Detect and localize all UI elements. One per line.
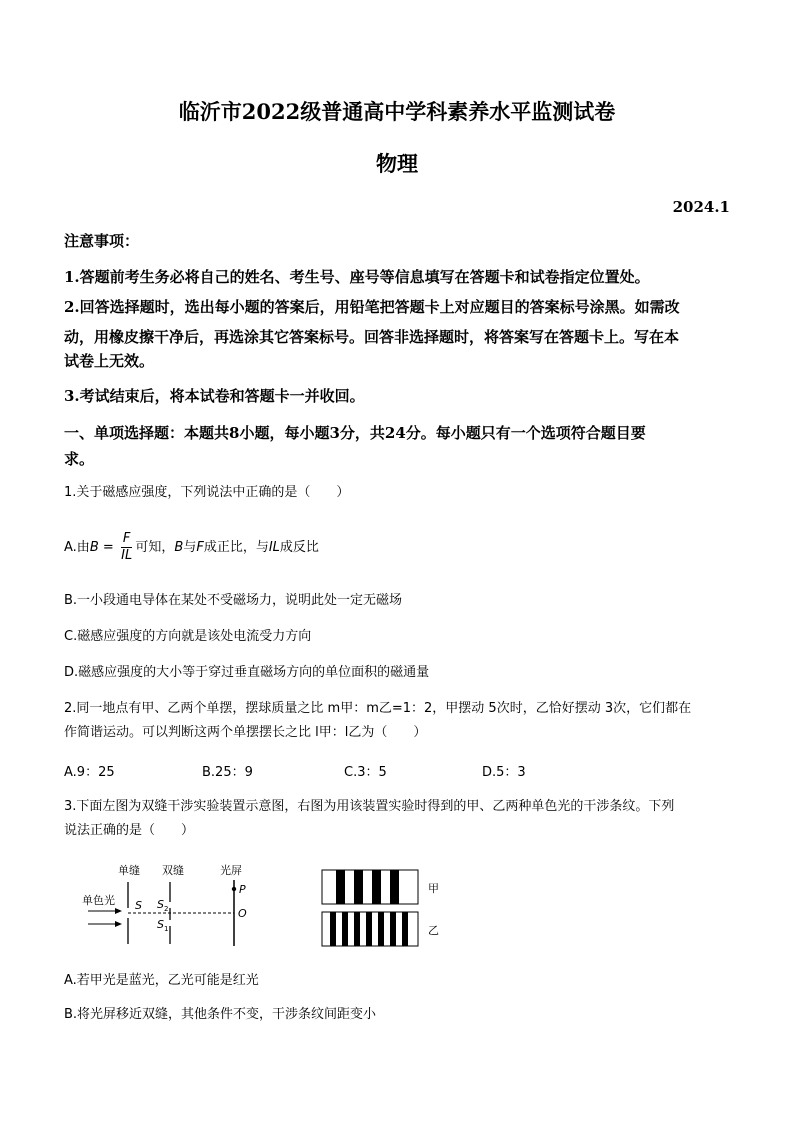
label-o: O (238, 907, 247, 920)
arrow-head-icon (115, 921, 122, 927)
q3-option-a: A.若甲光是蓝光，乙光可能是红光 (64, 973, 259, 988)
label-s2-sub: 2 (164, 905, 169, 913)
fringe-pattern-yi (322, 912, 418, 946)
q1-option-d: D.磁感应强度的大小等于穿过垂直磁场方向的单位面积的磁通量 (64, 665, 430, 680)
label-monochromatic-light: 单色光 (82, 894, 115, 907)
q2-option-c: C.3：5 (344, 765, 387, 780)
exam-title: 临沂市2022级普通高中学科素养水平监测试卷 (178, 99, 616, 124)
subject-title: 物理 (376, 151, 418, 176)
fringe-pattern-jia (322, 870, 418, 904)
q3-stem-line1: 3.下面左图为双缝干涉实验装置示意图，右图为用该装置实验时得到的甲、乙两种单色光的干涉条纹。下列 (64, 799, 675, 814)
q1-a-f: F (196, 540, 204, 555)
label-s1: S (157, 918, 164, 931)
label-single-slit: 单缝 (118, 864, 140, 877)
label-screen: 光屏 (220, 864, 242, 877)
notice-item-1: 1.答题前考生务必将自己的姓名、考生号、座号等信息填写在答题卡和试卷指定位置处。 (64, 268, 650, 286)
notice-item-2-line2: 动，用橡皮擦干净后，再选涂其它答案标号。回答非选择题时，将答案写在答题卡上。写在本 (64, 328, 680, 346)
q3-option-b: B.将光屏移近双缝，其他条件不变，干涉条纹间距变小 (64, 1007, 377, 1022)
formula-eq: = (98, 540, 118, 555)
point-p (232, 887, 236, 891)
q2-stem-line2: 作简谐运动。可以判断这两个单摆摆长之比 l甲：l乙为（ ） (64, 725, 427, 740)
label-s2: S (157, 898, 164, 911)
q1-a-text3: 成正比，与 (203, 540, 269, 555)
q2-option-d: D.5：3 (482, 765, 526, 780)
arrow-head-icon (115, 908, 122, 914)
label-double-slit: 双缝 (162, 864, 184, 877)
label-jia: 甲 (428, 882, 439, 895)
label-s: S (135, 899, 142, 912)
q1-a-text1: 可知， (135, 540, 175, 555)
q1-stem: 1.关于磁感应强度，下列说法中正确的是（ ） (64, 485, 350, 500)
label-s1-sub: 1 (164, 925, 169, 933)
exam-date: 2024.1 (672, 198, 730, 216)
double-slit-figure (78, 856, 458, 956)
notice-heading: 注意事项： (64, 232, 140, 250)
label-yi: 乙 (428, 924, 439, 937)
q1-option-a-prefix: A.由 (64, 540, 90, 555)
q1-a-text4: 成反比 (279, 540, 319, 555)
formula-b: B (89, 540, 99, 555)
section-heading-line1: 一、单项选择题：本题共8小题，每小题3分，共24分。每小题只有一个选项符合题目要 (64, 424, 646, 442)
q2-stem-line1: 2.同一地点有甲、乙两个单摆，摆球质量之比 m甲：m乙=1：2，甲摆动 5次时，乙恰好摆动 3次，它们都在 (64, 701, 692, 716)
q1-a-il: IL (268, 540, 280, 555)
label-p: P (239, 883, 246, 896)
q1-option-a (64, 528, 736, 568)
notice-item-2-line1: 2.回答选择题时，选出每小题的答案后，用铅笔把答题卡上对应题目的答案标号涂黑。如需改 (64, 298, 680, 316)
section-heading-line2: 求。 (64, 450, 95, 468)
q1-option-b: B.一小段通电导体在某处不受磁场力，说明此处一定无磁场 (64, 593, 403, 608)
q1-a-text2: 与 (183, 540, 197, 555)
notice-item-2-line3: 试卷上无效。 (64, 352, 155, 370)
q3-stem-line2: 说法正确的是（ ） (64, 823, 195, 838)
q2-option-b: B.25：9 (202, 765, 253, 780)
q1-option-c: C.磁感应强度的方向就是该处电流受力方向 (64, 629, 312, 644)
apparatus-diagram (82, 863, 247, 946)
fraction-denominator: IL (121, 548, 133, 563)
q2-options (64, 757, 736, 783)
q1-a-b: B (174, 540, 184, 555)
fraction-numerator: F (122, 531, 131, 546)
notice-item-3: 3.考试结束后，将本试卷和答题卡一并收回。 (64, 387, 365, 405)
formula-fraction (121, 531, 132, 564)
q2-option-a: A.9：25 (64, 765, 115, 780)
